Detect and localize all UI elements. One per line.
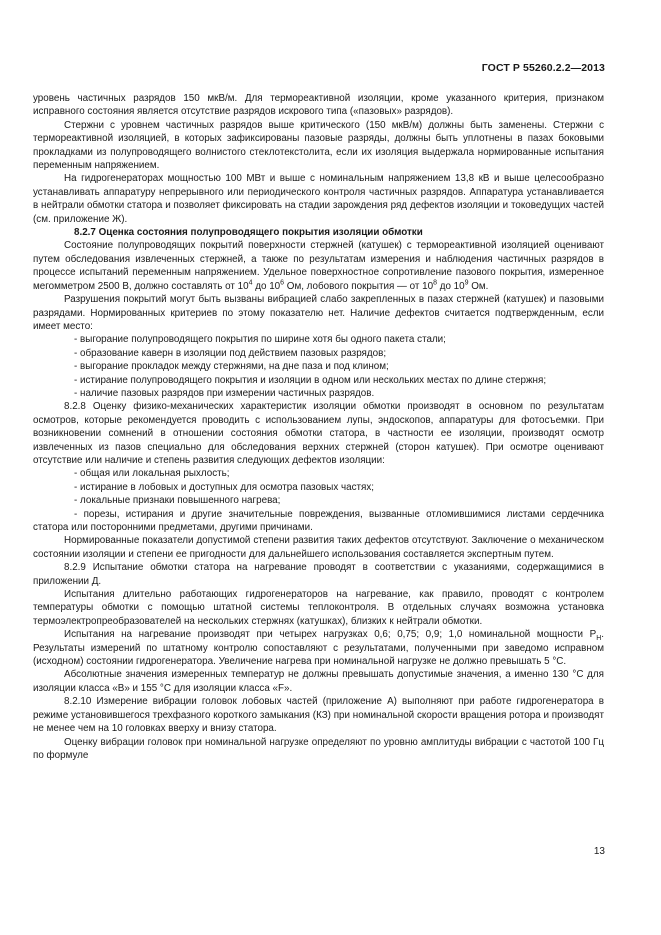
page-body — [33, 92, 604, 762]
list-item: - образование каверн в изоляции под действием пазовых разрядов; — [74, 347, 387, 359]
page-number: 13 — [593, 846, 605, 857]
exponent: 9 — [464, 279, 469, 287]
paragraph: уровень частичных разрядов 150 мкВ/м. Для термореактивной изоляции, кроме указанного критерия, признаком исправного состояния является отсутствие разрядов искрового типа («пазовых» разрядов). — [33, 93, 604, 118]
paragraph: Стержни с уровнем частичных разрядов выше критического (150 мкВ/м) должны быть заменены. Стержни с термореактивной изоляцией, в которых зафиксированы пазовые разряды, должны быть уплотнены в пазах боковыми прокладками из полупроводящего волнистого стеклотекстолита, если их изоляция выдержала нормированные испытания переменным напряжением. — [33, 119, 604, 172]
list-item: - выгорание прокладок между стержнями, на дне паза и под клином; — [74, 361, 389, 373]
paragraph-text: Ом. — [468, 280, 489, 292]
paragraph — [33, 239, 604, 293]
list-item: - истирание полупроводящего покрытия и изоляции в одном или нескольких местах по длине стержня; — [74, 374, 547, 386]
paragraph-text: . Результаты измерений по штатному контролю сопоставляют с результатами, полученными при заведомо исправном (исходном) состоянии гидрогенератора. Увеличение нагрева при номинальной нагрузке не должно превышать 5 °С. — [33, 629, 604, 668]
exponent: 8 — [433, 279, 437, 287]
subscript: Н — [596, 635, 602, 643]
list-item: - истирание в лобовых и доступных для осмотра пазовых частях; — [74, 481, 375, 493]
paragraph: Испытания длительно работающих гидрогенераторов на нагревание, как правило, проводят с контролем температуры обмотки с помощью штатной системы теплоконтроля. В отдельных случаях возможна установка термоэлектропреобразователей на нескольких стержнях (катушках), близких к нейтрали обмотки. — [33, 589, 604, 627]
paragraph-text: Испытания на нагревание производят при четырех нагрузках 0,6; 0,75; 0,9; 1,0 номинальной мощности P — [64, 629, 597, 641]
paragraph: 8.2.9 Испытание обмотки статора на нагревание проводят в соответствии с указаниями, содержащимися в приложении Д. — [33, 562, 604, 587]
list-item: - выгорание полупроводящего покрытия по ширине хотя бы одного пакета стали; — [74, 334, 446, 346]
list-item: - общая или локальная рыхлость; — [74, 468, 230, 480]
section-heading: 8.2.7 Оценка состояния полупроводящего покрытия изоляции обмотки — [74, 227, 423, 239]
list-item: - наличие пазовых разрядов при измерении частичных разрядов. — [74, 387, 375, 399]
paragraph: Разрушения покрытий могут быть вызваны вибрацией слабо закрепленных в пазах стержней (катушек) и пазовыми разрядами. Нормированных критериев по этому показателю нет. Наличие дефектов считается подтвержденным, если имеет место: — [33, 294, 604, 332]
paragraph: Абсолютные значения измеренных температур не должны превышать допустимые значения, а именно 130 °С для изоляции класса «В» и 155 °С для изоляции класса «F». — [33, 669, 604, 694]
exponent: 6 — [280, 279, 285, 287]
paragraph: 8.2.10 Измерение вибрации головок лобовых частей (приложение А) выполняют при работе гидрогенератора в режиме установившегося трехфазного короткого замыкания (КЗ) при номинальной скорости вращения ротора и производят не менее чем на 10 головках вверху и внизу статора. — [33, 696, 604, 735]
paragraph: На гидрогенераторах мощностью 100 МВт и выше с номинальным напряжением 13,8 кВ и выше целесообразно устанавливать аппаратуру непрерывного или периодического контроля частичных разрядов. Аппаратура устанавливается в нейтрали обмотки статора и позволяет фиксировать на стадии зарождения ряд дефектов изоляции и токоведущих частей (см. приложение Ж). — [33, 173, 604, 225]
paragraph-text: до 10 — [252, 280, 281, 292]
paragraph: Нормированные показатели допустимой степени развития таких дефектов отсутствуют. Заключение о механическом состоянии изоляции и степени ее пригодности для дальнейшего использования составляется экспертным путем. — [33, 535, 604, 560]
paragraph-text: до 10 — [436, 280, 465, 292]
list-item: - локальные признаки повышенного нагрева; — [74, 495, 281, 507]
paragraph: 8.2.8 Оценку физико-механических характеристик изоляции обмотки производят в основном по результатам осмотров, которые рекомендуется проводить с использованием лупы, эндоскопов, аппаратуры для фотосъемки. При возникновении сомнений в отношении состояния обмотки статора, в частности ее изоляции, производят осмотр извлеченных из пазов специально для обследования верхних стержней (сторон катушек). При осмотре оценивают отсутствие или наличие и степень развития следующих дефектов изоляции: — [33, 401, 604, 466]
exponent: 4 — [248, 279, 253, 287]
paragraph: Оценку вибрации головок при номинальной нагрузке определяют по уровню амплитуды вибрации с частотой 100 Гц по формуле — [33, 736, 604, 761]
paragraph — [33, 628, 604, 668]
paragraph-text: Ом, лобового покрытия — от 10 — [284, 280, 434, 292]
standard-header: ГОСТ Р 55260.2.2—2013 — [481, 62, 605, 74]
list-item: - порезы, истирания и другие значительные повреждения, вызванные отломившимися листами сердечника статора или посторонними предметами, другими причинами. — [33, 508, 604, 533]
paragraph-text: Состояние полупроводящих покрытий поверхности стержней (катушек) с термореактивной изоляцией оценивают путем обследования извлеченных стержней, а также по результатам измерения и наблюдения частичных разрядов в процессе испытаний переменным напряжением. Удельное поверхностное сопротивление пазового покрытия, измеренное мегомметром 2500 В, должно составлять от 10 — [33, 240, 604, 292]
